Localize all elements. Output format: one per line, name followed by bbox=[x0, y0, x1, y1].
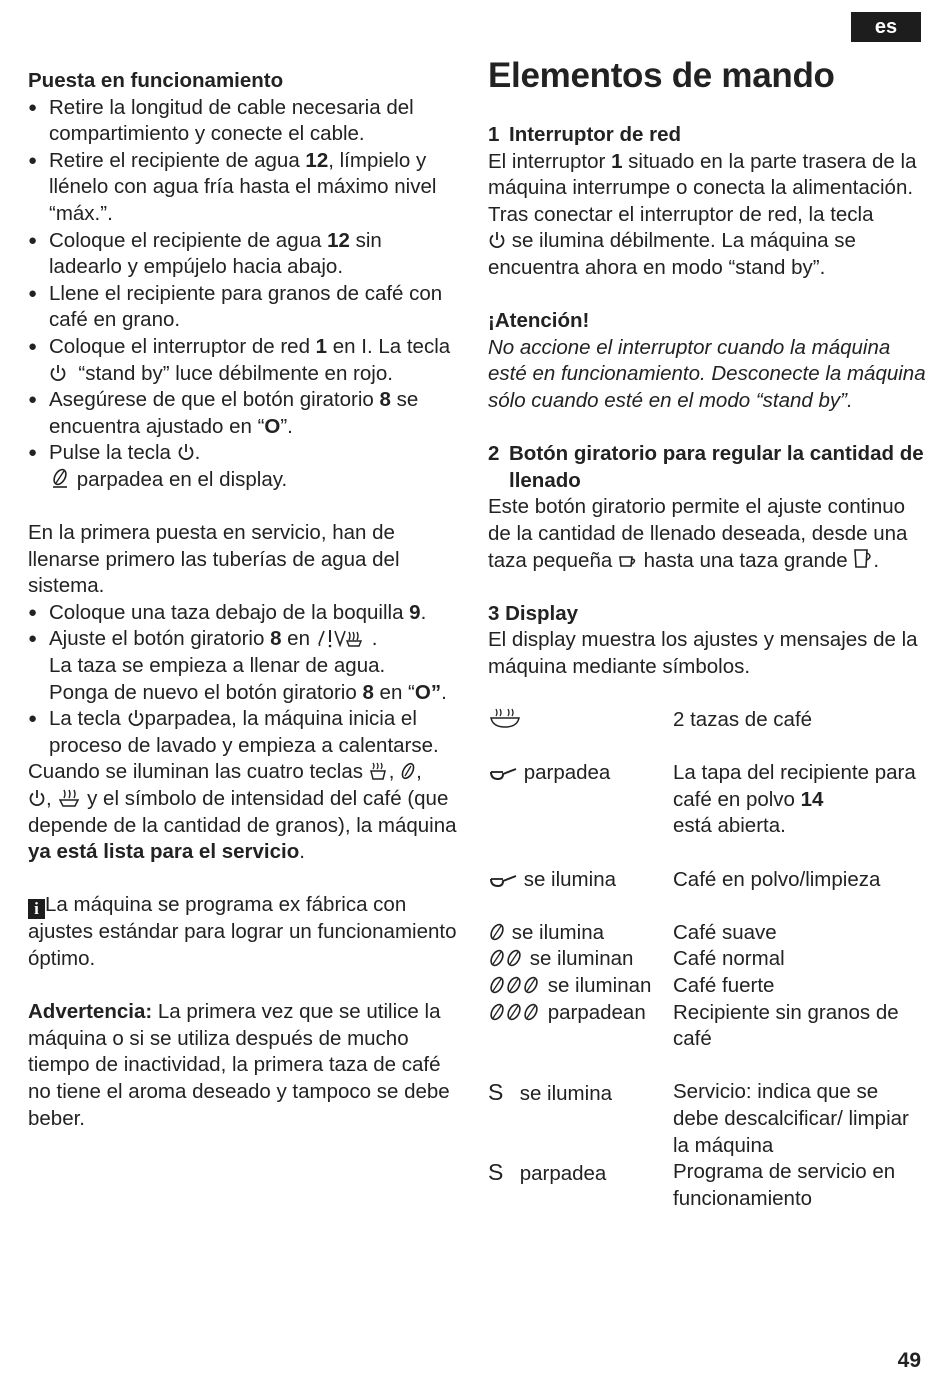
section-3-text: El display muestra los ajustes y mensajes de la máquina mediante símbolos. bbox=[488, 628, 918, 678]
bean-icon bbox=[400, 761, 416, 781]
list-item: ● Ajuste el botón giratorio 8 en . bbox=[28, 626, 458, 653]
list-item: ● Asegúrese de que el botón giratorio 8 se encuentra ajustado en “O”. bbox=[28, 387, 458, 440]
page-title: Elementos de mando bbox=[488, 56, 835, 95]
startup-heading: Puesta en funcionamiento bbox=[28, 69, 284, 92]
section-1-text: El interruptor 1 situado en la parte trasera de la máquina interrumpe o conecta la alimentación. bbox=[488, 149, 917, 200]
list-item: ● Llene el recipiente para granos de café con café en grano. bbox=[28, 281, 458, 334]
table-row: se iluminan Café fuerte bbox=[488, 973, 928, 1000]
section-3-heading: 3 Display bbox=[488, 601, 579, 625]
meaning-cell: Recipiente sin granos de café bbox=[673, 1000, 899, 1051]
table-row: se ilumina Café en polvo/limpieza bbox=[488, 867, 928, 894]
page-number: 49 bbox=[897, 1349, 921, 1373]
attention-text: No accione el interruptor cuando la máquina esté en funcionamiento. Desconecte la máquina sólo cuando esté en el modo “stand by”. bbox=[488, 335, 926, 412]
hot-water-steam-icon bbox=[316, 628, 372, 648]
meaning-cell: Café en polvo/limpieza bbox=[673, 867, 881, 891]
language-code: es bbox=[874, 15, 898, 38]
bean-3-icon bbox=[488, 975, 542, 995]
first-use-list bbox=[28, 600, 458, 653]
display-symbols-table bbox=[488, 707, 928, 1212]
list-item: ● Coloque el recipiente de agua 12 sin ladearlo y empújelo hacia abajo. bbox=[28, 228, 458, 281]
meaning-cell: Café suave bbox=[673, 920, 777, 944]
power-icon bbox=[488, 230, 506, 250]
steam-icon bbox=[57, 788, 81, 808]
meaning-cell: 2 tazas de café bbox=[673, 708, 813, 732]
display-blink-line: parpadea en el display. bbox=[28, 467, 458, 494]
power-icon bbox=[49, 363, 67, 383]
list-item: ● La tecla parpadea, la máquina inicia el proceso de lavado y empieza a calentarse. bbox=[28, 706, 458, 759]
table-row: S se ilumina Servicio: indica que se debe descalcificar/ limpiar la máquina bbox=[488, 1079, 928, 1159]
meaning-cell: Programa de servicio en funcionamiento bbox=[673, 1160, 896, 1210]
meaning-cell: Café fuerte bbox=[673, 974, 775, 997]
list-item: ● Retire el recipiente de agua 12, límpielo y llénelo con agua fría hasta el máximo nivel “máx.”. bbox=[28, 148, 458, 228]
left-column bbox=[28, 68, 458, 1132]
bean-2-icon bbox=[488, 948, 524, 968]
meaning-cell: Café normal bbox=[673, 947, 785, 971]
first-use-list-2 bbox=[28, 706, 458, 759]
power-icon bbox=[127, 708, 145, 728]
service-symbol: S bbox=[488, 1159, 504, 1186]
table-row: se iluminan Café normal bbox=[488, 946, 928, 973]
language-tab bbox=[851, 12, 921, 42]
table-row: parpadean Recipiente sin granos de café bbox=[488, 1000, 928, 1053]
large-cup-icon bbox=[853, 548, 873, 570]
list-item: ● Coloque el interruptor de red 1 en I. La tecla “stand by” luce débilmente en rojo. bbox=[28, 334, 458, 387]
section-2-heading: 2 Botón giratorio para regular la cantidad de llenado bbox=[488, 442, 924, 492]
right-column bbox=[488, 56, 928, 1212]
info-icon: i bbox=[28, 899, 45, 919]
list-item: ● Coloque una taza debajo de la boquilla 9. bbox=[28, 600, 458, 627]
section-2-text: Este botón giratorio permite el ajuste continuo de la cantidad de llenado deseada, desde una taza pequeña hasta una taza grande . bbox=[488, 495, 908, 572]
scoop-icon bbox=[488, 766, 518, 782]
meaning-cell: La tapa del recipiente para café en polvo 14 está abierta. bbox=[673, 761, 916, 838]
info-note: i La máquina se programa ex fábrica con ajustes estándar para lograr un funcionamiento óptimo. bbox=[28, 893, 457, 970]
table-row: se ilumina Café suave bbox=[488, 920, 928, 947]
ready-paragraph: Cuando se iluminan las cuatro teclas , , , y el símbolo de intensidad del café (que depende de la cantidad de granos), la máquina ya está lista para el servicio. bbox=[28, 760, 457, 864]
section-1-text-2: Tras conectar el interruptor de red, la tecla se ilumina débilmente. La máquina se encuentra ahora en modo “stand by”. bbox=[488, 202, 874, 279]
small-cup-icon bbox=[618, 554, 638, 570]
power-icon bbox=[28, 788, 46, 808]
meaning-cell: Servicio: indica que se debe descalcificar/ limpiar la máquina bbox=[673, 1080, 909, 1157]
bean-3-icon bbox=[488, 1002, 542, 1022]
list-item: ● Pulse la tecla . bbox=[28, 440, 458, 467]
two-cups-icon bbox=[369, 761, 389, 781]
warning-paragraph: Advertencia: La primera vez que se utilice la máquina o si se utiliza después de mucho tiempo de inactividad, la primera taza de café no tiene el aroma deseado y tampoco se debe beber. bbox=[28, 1000, 450, 1130]
list-item: ● Retire la longitud de cable necesaria del compartimiento y conecte el cable. bbox=[28, 95, 458, 148]
startup-list bbox=[28, 95, 458, 467]
attention-heading: ¡Atención! bbox=[488, 309, 590, 333]
first-use-cont-2: Ponga de nuevo el botón giratorio 8 en “O”. bbox=[49, 680, 447, 704]
section-1-heading: 1 Interruptor de red bbox=[488, 123, 681, 146]
table-row bbox=[488, 707, 928, 734]
two-cups-icon bbox=[488, 707, 522, 729]
table-row: parpadea La tapa del recipiente para café en polvo 14 está abierta. bbox=[488, 760, 928, 840]
power-icon bbox=[177, 442, 195, 462]
first-use-cont-1: La taza se empieza a llenar de agua. bbox=[49, 654, 386, 678]
first-use-paragraph: En la primera puesta en servicio, han de llenarse primero las tuberías de agua del sistema. bbox=[28, 521, 400, 598]
service-symbol: S bbox=[488, 1079, 504, 1106]
crossed-bean-icon bbox=[49, 467, 71, 489]
bean-1-icon bbox=[488, 922, 506, 942]
table-row: S parpadea Programa de servicio en funcionamiento bbox=[488, 1159, 928, 1212]
scoop-icon bbox=[488, 873, 518, 889]
